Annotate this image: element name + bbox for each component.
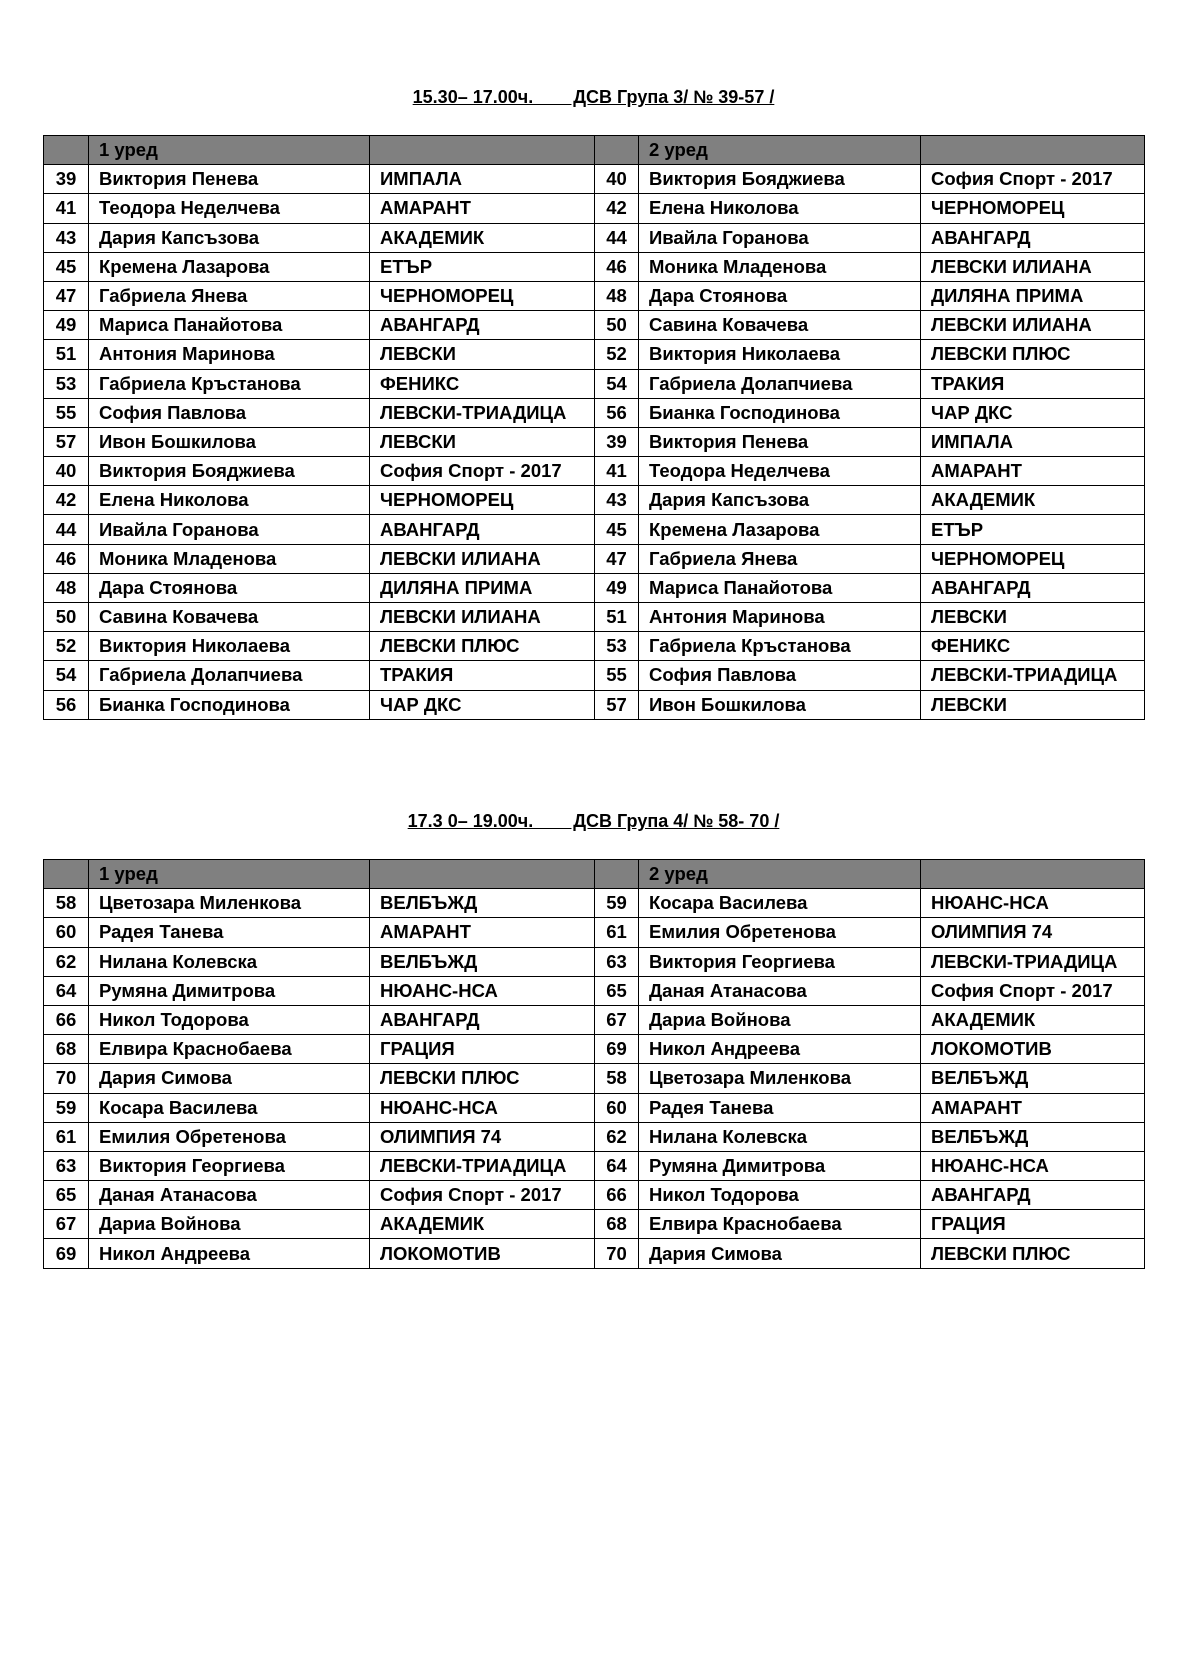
start-number-cell: 56 <box>595 398 639 427</box>
club-cell: АМАРАНТ <box>370 194 595 223</box>
start-number-cell: 47 <box>44 281 89 310</box>
table-body <box>44 136 1145 720</box>
gymnast-name-cell: Мариса Панайотова <box>639 573 921 602</box>
gymnast-name-cell: Румяна Димитрова <box>89 976 370 1005</box>
table-row <box>44 1181 1145 1210</box>
gymnast-name-cell: Нилана Колевска <box>639 1122 921 1151</box>
club-cell: ЧЕРНОМОРЕЦ <box>370 486 595 515</box>
club-cell: АКАДЕМИК <box>370 1210 595 1239</box>
start-number-cell: 63 <box>44 1151 89 1180</box>
start-number-cell: 67 <box>595 1005 639 1034</box>
club-cell: ЧАР ДКС <box>921 398 1145 427</box>
club-cell: ЛОКОМОТИВ <box>370 1239 595 1268</box>
club-cell: ЛЕВСКИ ПЛЮС <box>370 632 595 661</box>
club-cell: София Спорт - 2017 <box>370 1181 595 1210</box>
gymnast-name-cell: Дария Капсъзова <box>89 223 370 252</box>
table-row <box>44 1035 1145 1064</box>
table-row <box>44 690 1145 719</box>
club-cell: ЛЕВСКИ-ТРИАДИЦА <box>370 1151 595 1180</box>
header-blank-cell <box>44 860 89 889</box>
club-cell: ЧЕРНОМОРЕЦ <box>370 281 595 310</box>
gymnast-name-cell: Радея Танева <box>639 1093 921 1122</box>
club-cell: ВЕЛБЪЖД <box>921 1122 1145 1151</box>
gymnast-name-cell: Ивон Бошкилова <box>89 427 370 456</box>
start-number-cell: 55 <box>44 398 89 427</box>
start-number-cell: 67 <box>44 1210 89 1239</box>
gymnast-name-cell: Косара Василева <box>89 1093 370 1122</box>
table-row <box>44 252 1145 281</box>
start-number-cell: 58 <box>44 889 89 918</box>
start-number-cell: 59 <box>595 889 639 918</box>
start-number-cell: 47 <box>595 544 639 573</box>
table-header-row <box>44 860 1145 889</box>
club-cell: ЧЕРНОМОРЕЦ <box>921 544 1145 573</box>
header-blank-cell <box>921 860 1145 889</box>
gymnast-name-cell: Ивайла Горанова <box>639 223 921 252</box>
gymnast-name-cell: Моника Младенова <box>89 544 370 573</box>
table-row <box>44 486 1145 515</box>
start-number-cell: 45 <box>44 252 89 281</box>
gymnast-name-cell: Виктория Николаева <box>639 340 921 369</box>
start-number-cell: 68 <box>595 1210 639 1239</box>
club-cell: ИМПАЛА <box>370 165 595 194</box>
gymnast-name-cell: Габриела Янева <box>89 281 370 310</box>
start-number-cell: 49 <box>44 311 89 340</box>
gymnast-name-cell: Дария Капсъзова <box>639 486 921 515</box>
gymnast-name-cell: Виктория Пенева <box>89 165 370 194</box>
table-row <box>44 398 1145 427</box>
start-number-cell: 69 <box>44 1239 89 1268</box>
club-cell: ЛЕВСКИ <box>921 690 1145 719</box>
club-cell: АКАДЕМИК <box>370 223 595 252</box>
club-cell: ЛЕВСКИ <box>370 427 595 456</box>
start-number-cell: 64 <box>595 1151 639 1180</box>
gymnast-name-cell: Дариа Войнова <box>89 1210 370 1239</box>
table-row <box>44 632 1145 661</box>
start-number-cell: 65 <box>595 976 639 1005</box>
start-number-cell: 46 <box>44 544 89 573</box>
club-cell: ВЕЛБЪЖД <box>921 1064 1145 1093</box>
gymnast-name-cell: Бианка Господинова <box>639 398 921 427</box>
start-number-cell: 69 <box>595 1035 639 1064</box>
gymnast-name-cell: Антония Маринова <box>639 603 921 632</box>
club-cell: София Спорт - 2017 <box>370 457 595 486</box>
table-row <box>44 281 1145 310</box>
apparatus-1-header: 1 уред <box>89 860 370 889</box>
gymnast-name-cell: Савина Ковачева <box>89 603 370 632</box>
gymnast-name-cell: Габриела Янева <box>639 544 921 573</box>
gymnast-name-cell: Дара Стоянова <box>89 573 370 602</box>
header-blank-cell <box>595 860 639 889</box>
start-number-cell: 50 <box>595 311 639 340</box>
table-row <box>44 223 1145 252</box>
schedule-table <box>43 135 1145 720</box>
start-number-cell: 66 <box>44 1005 89 1034</box>
club-cell: ЛЕВСКИ ПЛЮС <box>921 340 1145 369</box>
gymnast-name-cell: Никол Андреева <box>639 1035 921 1064</box>
club-cell: ЛЕВСКИ ИЛИАНА <box>370 544 595 573</box>
start-number-cell: 59 <box>44 1093 89 1122</box>
gymnast-name-cell: Емилия Обретенова <box>89 1122 370 1151</box>
gymnast-name-cell: Савина Ковачева <box>639 311 921 340</box>
club-cell: НЮАНС-НСА <box>370 1093 595 1122</box>
start-number-cell: 56 <box>44 690 89 719</box>
start-number-cell: 52 <box>595 340 639 369</box>
start-number-cell: 43 <box>44 223 89 252</box>
table-row <box>44 311 1145 340</box>
club-cell: ЛЕВСКИ-ТРИАДИЦА <box>921 661 1145 690</box>
club-cell: ДИЛЯНА ПРИМА <box>370 573 595 602</box>
start-number-cell: 70 <box>595 1239 639 1268</box>
section-heading: 15.30– 17.00ч. ДСВ Група 3/ № 39-57 / <box>412 87 775 107</box>
club-cell: ЛЕВСКИ ПЛЮС <box>370 1064 595 1093</box>
club-cell: ОЛИМПИЯ 74 <box>370 1122 595 1151</box>
start-number-cell: 65 <box>44 1181 89 1210</box>
club-cell: ЧЕРНОМОРЕЦ <box>921 194 1145 223</box>
gymnast-name-cell: Нилана Колевска <box>89 947 370 976</box>
section-heading: 17.3 0– 19.00ч. ДСВ Група 4/ № 58- 70 / <box>407 811 780 831</box>
header-blank-cell <box>595 136 639 165</box>
club-cell: ЛЕВСКИ-ТРИАДИЦА <box>370 398 595 427</box>
gymnast-name-cell: Елвира Краснобаева <box>639 1210 921 1239</box>
gymnast-name-cell: Никол Андреева <box>89 1239 370 1268</box>
table-row <box>44 165 1145 194</box>
gymnast-name-cell: Теодора Неделчева <box>89 194 370 223</box>
club-cell: София Спорт - 2017 <box>921 976 1145 1005</box>
start-number-cell: 58 <box>595 1064 639 1093</box>
gymnast-name-cell: Емилия Обретенова <box>639 918 921 947</box>
table-row <box>44 1064 1145 1093</box>
gymnast-name-cell: Мариса Панайотова <box>89 311 370 340</box>
club-cell: ДИЛЯНА ПРИМА <box>921 281 1145 310</box>
start-number-cell: 48 <box>44 573 89 602</box>
table-row <box>44 976 1145 1005</box>
club-cell: АВАНГАРД <box>921 223 1145 252</box>
club-cell: ФЕНИКС <box>370 369 595 398</box>
club-cell: ВЕЛБЪЖД <box>370 889 595 918</box>
table-row <box>44 889 1145 918</box>
gymnast-name-cell: Никол Тодорова <box>89 1005 370 1034</box>
club-cell: София Спорт - 2017 <box>921 165 1145 194</box>
club-cell: ЛЕВСКИ-ТРИАДИЦА <box>921 947 1145 976</box>
gymnast-name-cell: Теодора Неделчева <box>639 457 921 486</box>
start-number-cell: 66 <box>595 1181 639 1210</box>
gymnast-name-cell: Виктория Бояджиева <box>639 165 921 194</box>
apparatus-1-header: 1 уред <box>89 136 370 165</box>
gymnast-name-cell: Габриела Долапчиева <box>639 369 921 398</box>
gymnast-name-cell: Виктория Бояджиева <box>89 457 370 486</box>
gymnast-name-cell: Елена Николова <box>89 486 370 515</box>
table-header-row <box>44 136 1145 165</box>
gymnast-name-cell: София Павлова <box>89 398 370 427</box>
table-row <box>44 457 1145 486</box>
header-blank-cell <box>370 136 595 165</box>
start-number-cell: 54 <box>44 661 89 690</box>
club-cell: ЛЕВСКИ <box>921 603 1145 632</box>
schedule-table <box>43 859 1145 1269</box>
club-cell: НЮАНС-НСА <box>921 1151 1145 1180</box>
gymnast-name-cell: Виктория Георгиева <box>639 947 921 976</box>
gymnast-name-cell: София Павлова <box>639 661 921 690</box>
gymnast-name-cell: Антония Маринова <box>89 340 370 369</box>
club-cell: ГРАЦИЯ <box>921 1210 1145 1239</box>
gymnast-name-cell: Елвира Краснобаева <box>89 1035 370 1064</box>
start-number-cell: 39 <box>44 165 89 194</box>
header-blank-cell <box>921 136 1145 165</box>
apparatus-2-header: 2 уред <box>639 136 921 165</box>
club-cell: ЛЕВСКИ ПЛЮС <box>921 1239 1145 1268</box>
start-number-cell: 62 <box>595 1122 639 1151</box>
gymnast-name-cell: Косара Василева <box>639 889 921 918</box>
start-number-cell: 39 <box>595 427 639 456</box>
table-row <box>44 661 1145 690</box>
start-number-cell: 55 <box>595 661 639 690</box>
start-number-cell: 40 <box>44 457 89 486</box>
start-number-cell: 60 <box>44 918 89 947</box>
start-number-cell: 61 <box>595 918 639 947</box>
gymnast-name-cell: Габриела Кръстанова <box>89 369 370 398</box>
table-row <box>44 427 1145 456</box>
gymnast-name-cell: Габриела Кръстанова <box>639 632 921 661</box>
gymnast-name-cell: Цветозара Миленкова <box>89 889 370 918</box>
table-row <box>44 544 1145 573</box>
club-cell: АМАРАНТ <box>921 457 1145 486</box>
start-number-cell: 40 <box>595 165 639 194</box>
club-cell: АВАНГАРД <box>370 515 595 544</box>
gymnast-name-cell: Виктория Пенева <box>639 427 921 456</box>
club-cell: АКАДЕМИК <box>921 486 1145 515</box>
start-number-cell: 51 <box>44 340 89 369</box>
gymnast-name-cell: Моника Младенова <box>639 252 921 281</box>
club-cell: ЛОКОМОТИВ <box>921 1035 1145 1064</box>
gymnast-name-cell: Радея Танева <box>89 918 370 947</box>
table-row <box>44 918 1145 947</box>
start-number-cell: 61 <box>44 1122 89 1151</box>
table-body <box>44 860 1145 1269</box>
club-cell: ТРАКИЯ <box>921 369 1145 398</box>
gymnast-name-cell: Ивайла Горанова <box>89 515 370 544</box>
table-row <box>44 1151 1145 1180</box>
table-row <box>44 340 1145 369</box>
club-cell: ЕТЪР <box>921 515 1145 544</box>
start-number-cell: 43 <box>595 486 639 515</box>
start-number-cell: 51 <box>595 603 639 632</box>
start-number-cell: 60 <box>595 1093 639 1122</box>
table-row <box>44 1210 1145 1239</box>
table-row <box>44 515 1145 544</box>
gymnast-name-cell: Даная Атанасова <box>639 976 921 1005</box>
start-number-cell: 54 <box>595 369 639 398</box>
gymnast-name-cell: Никол Тодорова <box>639 1181 921 1210</box>
table-row <box>44 947 1145 976</box>
club-cell: ЛЕВСКИ ИЛИАНА <box>370 603 595 632</box>
start-number-cell: 70 <box>44 1064 89 1093</box>
gymnast-name-cell: Цветозара Миленкова <box>639 1064 921 1093</box>
gymnast-name-cell: Дария Симова <box>89 1064 370 1093</box>
gymnast-name-cell: Елена Николова <box>639 194 921 223</box>
gymnast-name-cell: Дариа Войнова <box>639 1005 921 1034</box>
club-cell: ВЕЛБЪЖД <box>370 947 595 976</box>
start-number-cell: 44 <box>595 223 639 252</box>
club-cell: АВАНГАРД <box>921 1181 1145 1210</box>
club-cell: ФЕНИКС <box>921 632 1145 661</box>
start-number-cell: 57 <box>595 690 639 719</box>
start-number-cell: 64 <box>44 976 89 1005</box>
table-row <box>44 1122 1145 1151</box>
start-number-cell: 42 <box>595 194 639 223</box>
header-blank-cell <box>370 860 595 889</box>
gymnast-name-cell: Виктория Николаева <box>89 632 370 661</box>
gymnast-name-cell: Кремена Лазарова <box>89 252 370 281</box>
start-number-cell: 50 <box>44 603 89 632</box>
start-number-cell: 41 <box>595 457 639 486</box>
club-cell: ЛЕВСКИ <box>370 340 595 369</box>
gymnast-name-cell: Румяна Димитрова <box>639 1151 921 1180</box>
gymnast-name-cell: Габриела Долапчиева <box>89 661 370 690</box>
club-cell: ЕТЪР <box>370 252 595 281</box>
table-row <box>44 369 1145 398</box>
table-row <box>44 573 1145 602</box>
start-number-cell: 52 <box>44 632 89 661</box>
table-row <box>44 1005 1145 1034</box>
start-number-cell: 53 <box>595 632 639 661</box>
club-cell: НЮАНС-НСА <box>921 889 1145 918</box>
gymnast-name-cell: Виктория Георгиева <box>89 1151 370 1180</box>
club-cell: ОЛИМПИЯ 74 <box>921 918 1145 947</box>
club-cell: ГРАЦИЯ <box>370 1035 595 1064</box>
start-number-cell: 42 <box>44 486 89 515</box>
club-cell: ТРАКИЯ <box>370 661 595 690</box>
gymnast-name-cell: Дара Стоянова <box>639 281 921 310</box>
gymnast-name-cell: Кремена Лазарова <box>639 515 921 544</box>
gymnast-name-cell: Дария Симова <box>639 1239 921 1268</box>
start-number-cell: 45 <box>595 515 639 544</box>
club-cell: АМАРАНТ <box>921 1093 1145 1122</box>
start-number-cell: 48 <box>595 281 639 310</box>
club-cell: ЛЕВСКИ ИЛИАНА <box>921 252 1145 281</box>
start-number-cell: 49 <box>595 573 639 602</box>
table-row <box>44 603 1145 632</box>
start-number-cell: 62 <box>44 947 89 976</box>
start-number-cell: 68 <box>44 1035 89 1064</box>
start-number-cell: 57 <box>44 427 89 456</box>
start-number-cell: 44 <box>44 515 89 544</box>
club-cell: ЧАР ДКС <box>370 690 595 719</box>
club-cell: НЮАНС-НСА <box>370 976 595 1005</box>
table-row <box>44 1093 1145 1122</box>
club-cell: АВАНГАРД <box>921 573 1145 602</box>
start-number-cell: 46 <box>595 252 639 281</box>
apparatus-2-header: 2 уред <box>639 860 921 889</box>
club-cell: АКАДЕМИК <box>921 1005 1145 1034</box>
header-blank-cell <box>44 136 89 165</box>
club-cell: АВАНГАРД <box>370 311 595 340</box>
table-row <box>44 1239 1145 1268</box>
club-cell: ЛЕВСКИ ИЛИАНА <box>921 311 1145 340</box>
start-number-cell: 41 <box>44 194 89 223</box>
table-row <box>44 194 1145 223</box>
start-number-cell: 63 <box>595 947 639 976</box>
gymnast-name-cell: Ивон Бошкилова <box>639 690 921 719</box>
club-cell: АМАРАНТ <box>370 918 595 947</box>
gymnast-name-cell: Даная Атанасова <box>89 1181 370 1210</box>
gymnast-name-cell: Бианка Господинова <box>89 690 370 719</box>
club-cell: ИМПАЛА <box>921 427 1145 456</box>
club-cell: АВАНГАРД <box>370 1005 595 1034</box>
start-number-cell: 53 <box>44 369 89 398</box>
